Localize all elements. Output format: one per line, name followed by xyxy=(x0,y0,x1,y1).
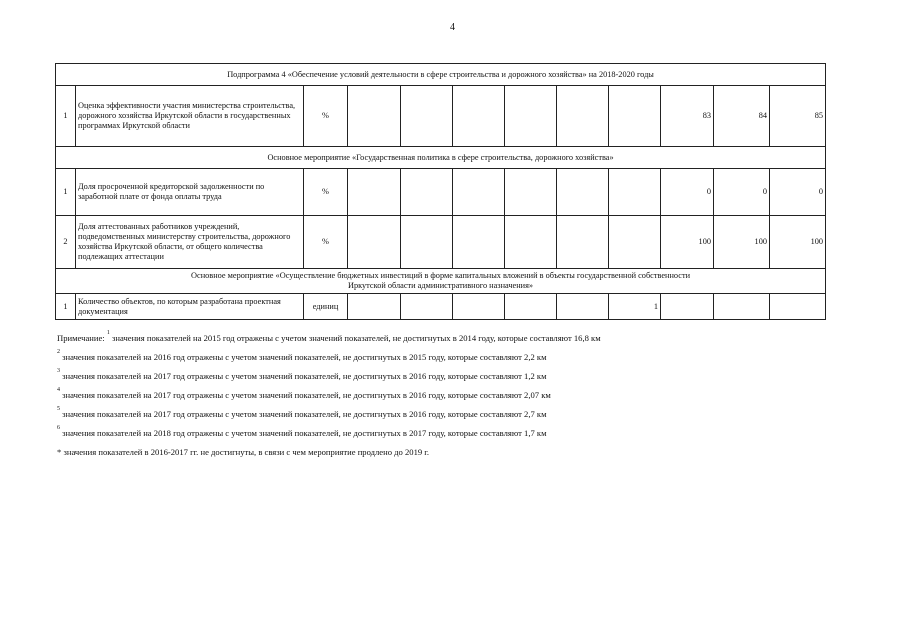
notes-section xyxy=(57,329,857,462)
row-number: 1 xyxy=(56,169,76,216)
value-cell: 85 xyxy=(770,86,826,147)
value-cell xyxy=(348,216,401,269)
subprogram-header-text xyxy=(56,64,826,86)
table-row xyxy=(56,169,826,216)
event1-header xyxy=(56,147,826,169)
value-cell xyxy=(348,169,401,216)
event2-header xyxy=(56,269,826,294)
subprogram-header-line: Подпрограмма 4 «Обеспечение условий деятельности в сфере строительства и дорожного хозяйства» на 2018-2020 годы xyxy=(227,69,654,79)
unit-cell: единиц xyxy=(304,294,348,320)
value-cell xyxy=(453,86,505,147)
footnote-marker: 4 xyxy=(57,387,60,393)
value-cell xyxy=(714,294,770,320)
footnote-marker: 3 xyxy=(57,368,60,374)
note-line xyxy=(57,386,857,405)
value-cell xyxy=(401,294,453,320)
value-cell xyxy=(557,216,609,269)
note-line xyxy=(57,329,857,348)
value-cell xyxy=(401,169,453,216)
note-line xyxy=(57,367,857,386)
note-line xyxy=(57,348,857,367)
value-cell: 1 xyxy=(609,294,661,320)
indicators-table xyxy=(55,63,826,320)
value-cell xyxy=(609,169,661,216)
page-number: 4 xyxy=(450,22,455,33)
value-cell xyxy=(609,216,661,269)
row-number: 2 xyxy=(56,216,76,269)
value-cell xyxy=(348,86,401,147)
value-cell xyxy=(453,294,505,320)
value-cell xyxy=(609,86,661,147)
star-note: * значения показателей в 2016-2017 гг. не достигнуты, в связи с чем мероприятие продлено до 2019 г. xyxy=(57,447,430,457)
indicator-name: Количество объектов, по которым разработана проектная документация xyxy=(76,294,304,320)
value-cell xyxy=(557,86,609,147)
note-text: значения показателей на 2015 год отражены с учетом значений показателей, не достигнутых в 2014 году, которые составляют 16,8 км xyxy=(109,333,601,343)
value-cell xyxy=(557,294,609,320)
note-text: значения показателей на 2016 год отражены с учетом значений показателей, не достигнутых в 2015 году, которые составляют 2,2 км xyxy=(60,352,547,362)
value-cell xyxy=(453,169,505,216)
value-cell: 83 xyxy=(661,86,714,147)
value-cell xyxy=(401,216,453,269)
note-prefix: Примечание: xyxy=(57,333,107,343)
value-cell: 84 xyxy=(714,86,770,147)
value-cell: 100 xyxy=(770,216,826,269)
value-cell: 100 xyxy=(661,216,714,269)
value-cell: 100 xyxy=(714,216,770,269)
note-line xyxy=(57,405,857,424)
value-cell xyxy=(505,169,557,216)
event2-header-line: Основное мероприятие «Осуществление бюджетных инвестиций в форме капитальных вложений в объекты государственной собственности xyxy=(191,271,691,281)
subprogram-header xyxy=(56,64,826,86)
value-cell: 0 xyxy=(661,169,714,216)
event2-header-line: Иркутской области административного назначения» xyxy=(347,281,534,290)
table-row xyxy=(56,86,826,147)
value-cell xyxy=(453,216,505,269)
value-cell xyxy=(505,294,557,320)
indicator-name: Доля аттестованных работников учреждений, подведомственных министерству строительства, дорожного хозяйства Иркутской области, от общего количества подлежащих аттестации xyxy=(76,216,304,269)
value-cell xyxy=(348,294,401,320)
note-text: значения показателей на 2017 год отражены с учетом значений показателей, не достигнутых в 2016 году, которые составляют 2,07 км xyxy=(60,390,551,400)
value-cell: 0 xyxy=(770,169,826,216)
value-cell xyxy=(401,86,453,147)
table-row xyxy=(56,216,826,269)
note-text: значения показателей на 2018 год отражены с учетом значений показателей, не достигнутых в 2017 году, которые составляют 1,7 км xyxy=(60,428,547,438)
footnote-marker: 2 xyxy=(57,349,60,355)
value-cell xyxy=(557,169,609,216)
note-line xyxy=(57,424,857,443)
event1-header-line: Основное мероприятие «Государственная политика в сфере строительства, дорожного хозяйства» xyxy=(267,152,614,162)
value-cell xyxy=(770,294,826,320)
note-text: значения показателей на 2017 год отражены с учетом значений показателей, не достигнутых в 2016 году, которые составляют 2,7 км xyxy=(60,409,547,419)
unit-cell: % xyxy=(304,86,348,147)
indicator-name: Оценка эффективности участия министерства строительства, дорожного хозяйства Иркутской области в государственных программах Иркутской области xyxy=(76,86,304,147)
row-number: 1 xyxy=(56,86,76,147)
value-cell: 0 xyxy=(714,169,770,216)
event2-header-text xyxy=(56,269,826,294)
note-text: значения показателей на 2017 год отражены с учетом значений показателей, не достигнутых в 2016 году, которые составляют 1,2 км xyxy=(60,371,547,381)
unit-cell: % xyxy=(304,169,348,216)
footnote-marker: 1 xyxy=(106,330,110,336)
table-row xyxy=(56,294,826,320)
unit-cell: % xyxy=(304,216,348,269)
value-cell xyxy=(661,294,714,320)
footnote-marker: 5 xyxy=(57,406,60,412)
footnote-marker: 6 xyxy=(57,425,60,431)
value-cell xyxy=(505,86,557,147)
row-number: 1 xyxy=(56,294,76,320)
value-cell xyxy=(505,216,557,269)
event1-header-text xyxy=(56,147,826,169)
indicator-name: Доля просроченной кредиторской задолженности по заработной плате от фонда оплаты труда xyxy=(76,169,304,216)
